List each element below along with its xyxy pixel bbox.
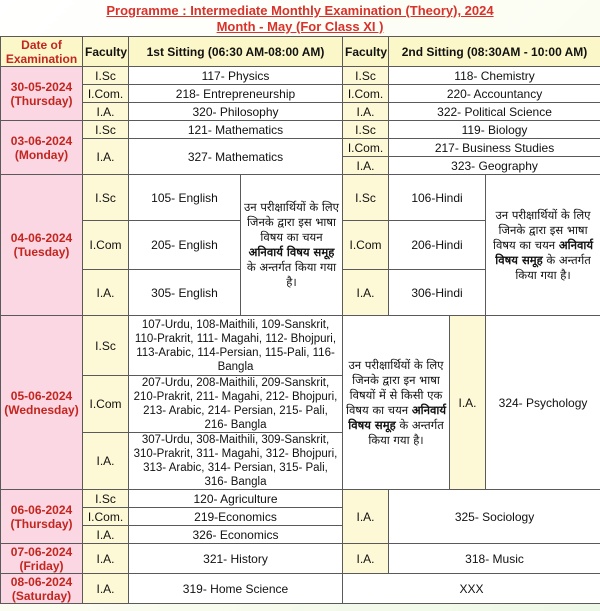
subject-cell: XXX [343,574,600,604]
subject-cell: 306-Hindi [389,270,486,316]
subject-cell: 117- Physics [129,67,343,85]
faculty-cell: I.Com. [343,139,389,157]
subject-cell: 305- English [129,270,241,316]
programme-title: Programme : Intermediate Monthly Examination (Theory), 2024 [106,3,494,18]
table-row [1,67,600,85]
faculty-cell: I.Sc [83,175,129,221]
language-eligibility-note: उन परीक्षार्थियों के लिए जिनके द्वारा इन भाषा विषयों में से किसी एक विषय का चयन अनिवार्य विषय समूह के अन्तर्गत किया गया है। [343,316,450,490]
subject-cell: 207-Urdu, 208-Maithili, 209-Sanskrit, 210-Prakrit, 211- Magahi, 212- Bhojpuri, 213- Arabic, 214- Persian, 215- Pali, 216- Bangla [129,376,343,433]
subject-cell: 319- Home Science [129,574,343,604]
hindi-eligibility-note: उन परीक्षार्थियों के लिए जिनके द्वारा इस भाषा विषय का चयन अनिवार्य विषय समूह के अन्तर्गत किया गया है। [486,175,600,316]
faculty-cell: I.Com. [83,508,129,526]
exam-date-cell: 07-06-2024 (Friday) [1,544,83,574]
sitting1-column-header: 1st Sitting (06:30 AM-08:00 AM) [129,37,343,67]
subject-cell: 322- Political Science [389,103,600,121]
subject-cell: 121- Mathematics [129,121,343,139]
faculty-cell: I.Sc [343,121,389,139]
faculty-cell: I.A. [83,270,129,316]
subject-cell: 307-Urdu, 308-Maithili, 309-Sanskrit, 310-Prakrit, 311- Magahi, 312- Bhojpuri, 313- Arabic, 314- Persian, 315- Pali, 316- Bangla [129,433,343,490]
table-row [1,574,600,604]
faculty-cell: I.Com. [343,85,389,103]
date-column-header: Date of Examination [1,37,83,67]
faculty-cell: I.A. [83,103,129,121]
table-row [1,139,600,157]
faculty-cell: I.Com [83,221,129,270]
subject-cell: 318- Music [389,544,600,574]
exam-date-cell: 03-06-2024 (Monday) [1,121,83,175]
faculty-cell: I.Sc [83,67,129,85]
header-row [1,37,600,67]
subject-cell: 323- Geography [389,157,600,175]
table-row [1,316,600,376]
subject-cell: 206-Hindi [389,221,486,270]
subject-cell: 120- Agriculture [129,490,343,508]
subject-cell: 106-Hindi [389,175,486,221]
faculty-cell: I.Com [343,221,389,270]
faculty-cell: I.A. [343,270,389,316]
subject-cell: 320- Philosophy [129,103,343,121]
table-row [1,85,600,103]
exam-date-cell: 08-06-2024 (Saturday) [1,574,83,604]
subject-cell: 105- English [129,175,241,221]
faculty-cell: I.A. [83,433,129,490]
faculty-cell: I.A. [83,574,129,604]
table-row [1,490,600,508]
hindi-eligibility-note: उन परीक्षार्थियों के लिए जिनके द्वारा इस भाषा विषय का चयन अनिवार्य विषय समूह के अन्तर्गत किया गया है। [241,175,343,316]
faculty-cell: I.A. [450,316,486,490]
faculty-cell: I.Sc [83,121,129,139]
faculty-cell: I.A. [83,544,129,574]
subject-cell: 326- Economics [129,526,343,544]
faculty-cell: I.A. [343,157,389,175]
subject-cell: 118- Chemistry [389,67,600,85]
subject-cell: 324- Psychology [486,316,600,490]
table-row [1,544,600,574]
table-row [1,103,600,121]
subject-cell: 119- Biology [389,121,600,139]
faculty-cell: I.Sc [343,67,389,85]
faculty-cell: I.A. [343,103,389,121]
faculty-cell: I.Sc [83,490,129,508]
faculty-cell: I.Com [83,376,129,433]
subject-cell: 107-Urdu, 108-Maithili, 109-Sanskrit, 110-Prakrit, 111- Magahi, 112- Bhojpuri, 113-Arabic, 114-Persian, 115-Pali, 116- Bangla [129,316,343,376]
sitting2-column-header: 2nd Sitting (08:30AM - 10:00 AM) [389,37,600,67]
month-subtitle: Month - May (For Class XI ) [216,19,384,34]
exam-date-cell: 05-06-2024 (Wednesday) [1,316,83,490]
subject-cell: 327- Mathematics [129,139,343,175]
subject-cell: 325- Sociology [389,490,600,544]
faculty-cell: I.Com. [83,85,129,103]
exam-schedule-table [0,36,600,604]
subject-cell: 321- History [129,544,343,574]
faculty-cell: I.A. [343,490,389,544]
table-row [1,121,600,139]
table-row [1,175,600,221]
subject-cell: 205- English [129,221,241,270]
faculty-cell: I.Sc [343,175,389,221]
faculty-cell: I.Sc [83,316,129,376]
subject-cell: 220- Accountancy [389,85,600,103]
faculty-column-header: Faculty [83,37,129,67]
faculty-cell: I.A. [343,544,389,574]
exam-date-cell: 04-06-2024 (Tuesday) [1,175,83,316]
subject-cell: 219-Economics [129,508,343,526]
subject-cell: 217- Business Studies [389,139,600,157]
subject-cell: 218- Entrepreneurship [129,85,343,103]
faculty-column-header: Faculty [343,37,389,67]
exam-date-cell: 30-05-2024 (Thursday) [1,67,83,121]
faculty-cell: I.A. [83,526,129,544]
faculty-cell: I.A. [83,139,129,175]
exam-date-cell: 06-06-2024 (Thursday) [1,490,83,544]
